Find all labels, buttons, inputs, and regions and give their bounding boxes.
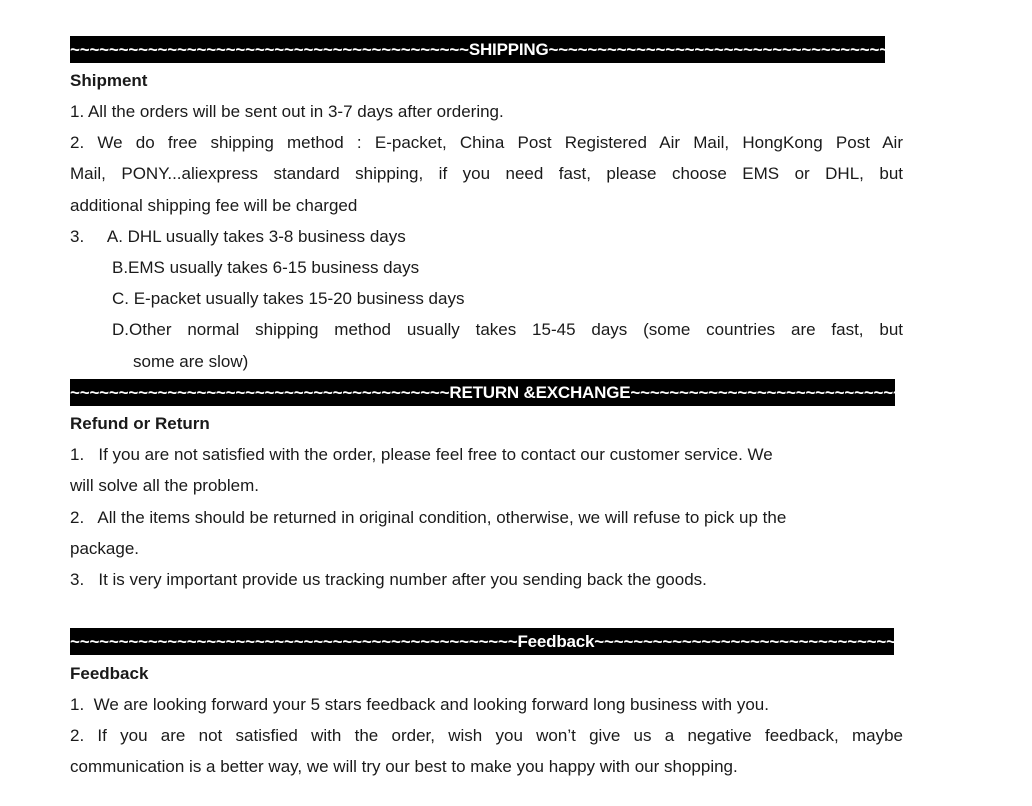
shipment-heading: Shipment <box>70 71 148 90</box>
shipping-line-1: 1. All the orders will be sent out in 3-7 days after ordering. <box>70 102 504 121</box>
return-line-2: will solve all the problem. <box>70 476 259 495</box>
feedback-banner: ~~~~~~~~~~~~~~~~~~~~~~~~~~~~~~~~~~~~~~~~~~~~~~Feedback~~~~~~~~~~~~~~~~~~~~~~~~~~~~~~~~~~~~~~~~~~~~~ <box>70 628 894 655</box>
shipping-line-3: Mail, PONY...aliexpress standard shipping, if you need fast, please choose EMS or DHL, but <box>70 164 903 183</box>
shipping-line-4: additional shipping fee will be charged <box>70 196 358 215</box>
shipping-line-6: B.EMS usually takes 6-15 business days <box>112 258 420 277</box>
return-line-5: 3. It is very important provide us tracking number after you sending back the goods. <box>70 570 707 589</box>
feedback-heading: Feedback <box>70 664 149 683</box>
return-banner: ~~~~~~~~~~~~~~~~~~~~~~~~~~~~~~~~~~~~~~~RETURN &EXCHANGE~~~~~~~~~~~~~~~~~~~~~~~~~~~~~~~~~~~~~~ <box>70 379 895 406</box>
return-line-3: 2. All the items should be returned in original condition, otherwise, we will refuse to pick up the <box>70 508 787 527</box>
shipping-line-9: some are slow) <box>133 352 249 371</box>
shipping-banner: ~~~~~~~~~~~~~~~~~~~~~~~~~~~~~~~~~~~~~~~~~SHIPPING~~~~~~~~~~~~~~~~~~~~~~~~~~~~~~~~~~~~~~~~~~~ <box>70 36 885 63</box>
refund-heading: Refund or Return <box>70 414 210 433</box>
feedback-line-2: 2. If you are not satisfied with the order, wish you won’t give us a negative feedback, maybe <box>70 726 903 745</box>
feedback-line-3: communication is a better way, we will try our best to make you happy with our shopping. <box>70 757 738 776</box>
feedback-line-1: 1. We are looking forward your 5 stars feedback and looking forward long business with you. <box>70 695 769 714</box>
shipping-line-8: D.Other normal shipping method usually takes 15-45 days (some countries are fast, but <box>112 320 903 339</box>
shipping-line-2: 2. We do free shipping method : E-packet, China Post Registered Air Mail, HongKong Post Air <box>70 133 903 152</box>
shipping-line-5: 3. A. DHL usually takes 3-8 business days <box>70 227 406 246</box>
shipping-line-7: C. E-packet usually takes 15-20 business days <box>112 289 465 308</box>
return-line-4: package. <box>70 539 139 558</box>
return-line-1: 1. If you are not satisfied with the order, please feel free to contact our customer service. We <box>70 445 773 464</box>
